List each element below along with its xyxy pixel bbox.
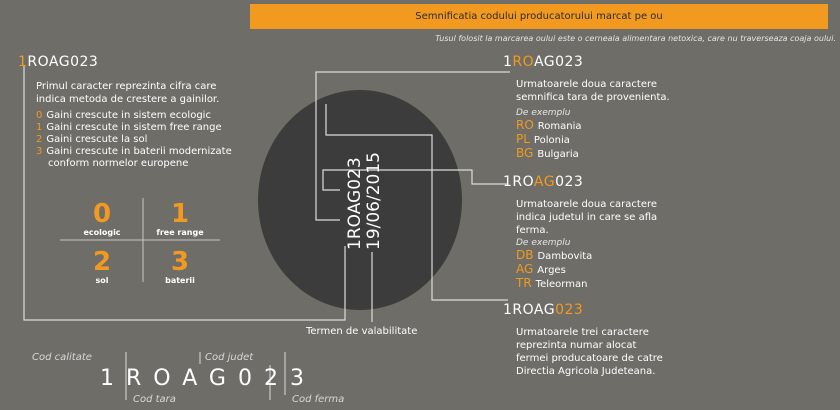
title-banner: Semnificatia codului producatorului marcat pe ou bbox=[250, 4, 828, 29]
method-item: 3 Gaini crescute in baterii modernizate bbox=[36, 146, 232, 157]
grid-cell-1: 1 free range bbox=[156, 199, 204, 237]
method-item: 1 Gaini crescute in sistem free range bbox=[36, 122, 222, 133]
cod-calitate-label: Cod calitate bbox=[32, 352, 92, 363]
cod-judet-label: Cod judet bbox=[205, 352, 254, 363]
cod-tara-label: Cod tara bbox=[133, 394, 176, 405]
egg-code-text: 1ROAG023 19/06/2015 bbox=[345, 152, 384, 250]
expiry-label: Termen de valabilitate bbox=[306, 326, 418, 337]
legend-code: 1ROAG023 bbox=[100, 366, 316, 391]
county-description: Urmatoarele doua caractere indica judetul in care se afla ferma. bbox=[516, 199, 658, 236]
method-description: Primul caracter reprezinta cifra care indica metoda de crestere a gainilor. bbox=[36, 81, 220, 105]
method-code: 1ROAG023 bbox=[18, 54, 99, 70]
country-example: RO Romania bbox=[516, 118, 582, 132]
county-example: AG Arges bbox=[516, 262, 566, 276]
county-examples bbox=[516, 249, 592, 291]
country-description: Urmatoarele doua caractere semnifica tara de provenienta. bbox=[516, 79, 670, 103]
method-list bbox=[36, 110, 232, 170]
method-item: 2 Gaini crescute la sol bbox=[36, 134, 148, 145]
county-example: TR Teleorman bbox=[516, 276, 588, 290]
country-examples bbox=[516, 119, 582, 161]
country-code: 1ROAG023 bbox=[503, 54, 584, 70]
grid-cell-3: 3 baterii bbox=[165, 247, 195, 285]
country-example-label: De exemplu bbox=[516, 108, 571, 118]
country-example: BG Bulgaria bbox=[516, 146, 579, 160]
grid-cell-2: 2 sol bbox=[92, 247, 112, 285]
farm-description: Urmatoarele trei caractere reprezinta numar alocat fermei producatoare de catre Directia Agricola Judeteana. bbox=[516, 327, 663, 377]
method-item: 0 Gaini crescute in sistem ecologic bbox=[36, 110, 211, 121]
county-example-label: De exemplu bbox=[516, 238, 571, 248]
grid-cell-0: 0 ecologic bbox=[83, 199, 121, 237]
subtitle: Tusul folosit la marcarea oului este o cerneala alimentara netoxica, care nu traverseaza coaja oului. bbox=[435, 34, 836, 43]
method-item-cont: conform normelor europene bbox=[48, 158, 189, 169]
country-example: PL Polonia bbox=[516, 132, 570, 146]
county-example: DB Dambovita bbox=[516, 248, 593, 262]
county-code: 1ROAG023 bbox=[503, 174, 584, 190]
cod-ferma-label: Cod ferma bbox=[292, 394, 345, 405]
farm-code: 1ROAG023 bbox=[503, 302, 584, 318]
